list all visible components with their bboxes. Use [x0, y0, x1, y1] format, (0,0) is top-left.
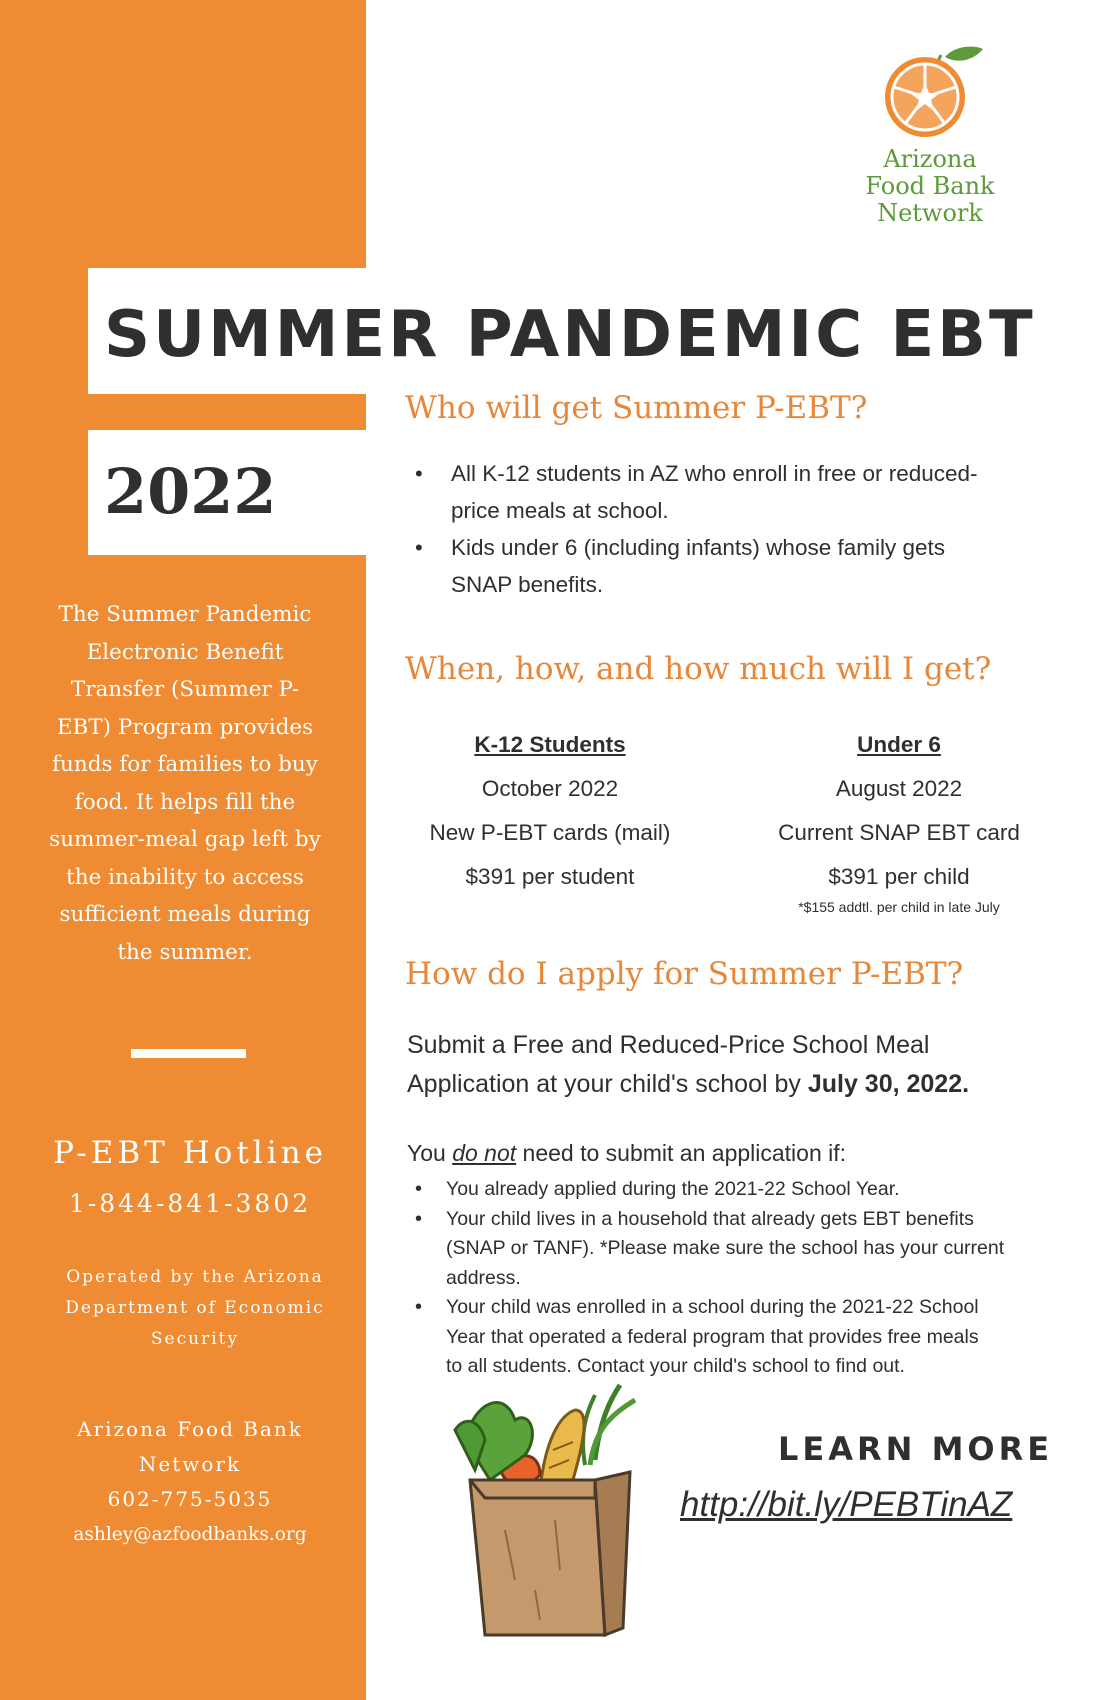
- description-line: Transfer (Summer P-: [70, 677, 300, 702]
- list-item: [415, 1293, 1075, 1382]
- k12-amount: $391 per student: [465, 864, 635, 889]
- apply-line: Submit a Free and Reduced-Price School Meal: [407, 1031, 930, 1059]
- k12-column: [390, 728, 710, 904]
- exemption-intro-post: need to submit an application if:: [516, 1140, 847, 1166]
- under6-column: [739, 728, 1059, 916]
- brand-name: [860, 146, 1000, 227]
- description-line: EBT) Program provides: [56, 714, 314, 740]
- list-item-line: • Your child lives in a household that already gets EBT benefits: [446, 1207, 974, 1230]
- description-line: food. It helps fill the: [74, 789, 296, 815]
- org-name-line: Arizona Food Bank: [77, 1417, 303, 1441]
- under6-label: Under 6: [857, 732, 941, 757]
- description-line: The Summer Pandemic: [58, 602, 312, 627]
- description-line: the inability to access: [66, 864, 304, 890]
- description-line: the summer.: [117, 939, 253, 965]
- learn-more-label: LEARN MORE: [778, 1430, 1054, 1468]
- list-item-line: address.: [446, 1266, 521, 1289]
- logo: [860, 45, 1000, 260]
- year-label: 2022: [104, 455, 277, 528]
- who-heading: Who will get Summer P-EBT?: [405, 390, 868, 426]
- exemption-intro: [407, 1140, 846, 1167]
- operator-note: [40, 1262, 350, 1355]
- contact-block: [40, 1412, 340, 1552]
- org-phone[interactable]: 602-775-5035: [107, 1487, 273, 1511]
- orange-slice-star-icon: [875, 45, 985, 140]
- description-line: Electronic Benefit: [86, 639, 284, 665]
- hotline-title: P-EBT Hotline: [53, 1135, 327, 1171]
- under6-note: *$155 addtl. per child in late July: [798, 899, 1000, 915]
- brand-name-line: Food Bank: [865, 172, 995, 200]
- apply-heading: How do I apply for Summer P-EBT?: [405, 956, 964, 992]
- page-title: SUMMER PANDEMIC EBT: [104, 298, 1036, 372]
- exemption-emphasis: do not: [452, 1140, 517, 1166]
- exemption-intro-pre: You: [407, 1140, 453, 1166]
- list-item: [415, 455, 1065, 529]
- operator-line: Department of Economic: [65, 1298, 325, 1318]
- org-email[interactable]: ashley@azfoodbanks.org: [73, 1524, 307, 1545]
- list-item-line: • You already applied during the 2021-22 School Year.: [446, 1178, 900, 1200]
- under6-amount: $391 per child: [828, 864, 970, 889]
- k12-date: October 2022: [481, 776, 619, 801]
- under6-date: August 2022: [835, 776, 963, 801]
- list-item-line: (SNAP or TANF). *Please make sure the school has your current: [446, 1237, 1005, 1259]
- who-list: [415, 455, 1065, 603]
- exemption-list: [415, 1175, 1075, 1382]
- list-item-line: • Your child was enrolled in a school during the 2021-22 School: [446, 1296, 979, 1318]
- operator-line: Operated by the Arizona: [66, 1267, 324, 1287]
- brand-name-line: Network: [877, 199, 983, 227]
- list-item: [415, 1205, 1075, 1294]
- list-item: [415, 1175, 1075, 1205]
- apply-deadline: July 30, 2022.: [807, 1070, 970, 1098]
- org-name-line: Network: [138, 1452, 242, 1476]
- list-item-line: • Kids under 6 (including infants) whose family gets: [451, 535, 946, 560]
- when-heading: When, how, and how much will I get?: [405, 651, 992, 687]
- k12-label: K-12 Students: [474, 732, 626, 757]
- list-item-line: • All K-12 students in AZ who enroll in free or reduced-: [451, 461, 978, 486]
- learn-more-link[interactable]: http://bit.ly/PEBTinAZ: [680, 1485, 1013, 1524]
- description-line: funds for families to buy: [52, 752, 318, 777]
- description-line: summer-meal gap left by: [49, 827, 321, 852]
- hotline-phone[interactable]: 1-844-841-3802: [68, 1189, 312, 1218]
- list-item-line: to all students. Contact your child's school to find out.: [446, 1355, 905, 1377]
- list-item-line: SNAP benefits.: [451, 572, 604, 597]
- list-item-line: price meals at school.: [451, 498, 669, 523]
- apply-instructions: [407, 1026, 1077, 1104]
- k12-method: New P-EBT cards (mail): [429, 820, 671, 845]
- operator-line: Security: [150, 1329, 240, 1349]
- under6-method: Current SNAP EBT card: [778, 820, 1020, 845]
- program-description: [30, 596, 340, 971]
- list-item-line: Year that operated a federal program that provides free meals: [446, 1325, 979, 1348]
- sidebar-divider: [131, 1049, 246, 1058]
- list-item: [415, 529, 1065, 603]
- grocery-bag-icon: [445, 1380, 665, 1650]
- description-line: sufficient meals during: [59, 902, 311, 927]
- apply-line-text: Application at your child's school by: [407, 1070, 808, 1098]
- apply-line-2: [407, 1065, 1077, 1104]
- brand-name-line: Arizona: [883, 145, 977, 173]
